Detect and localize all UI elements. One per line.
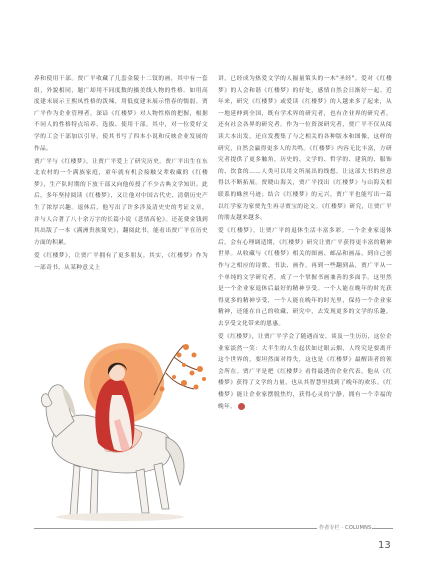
orange-leaves — [160, 344, 207, 392]
footer-rule-right — [372, 528, 393, 529]
paragraph: 爱《红楼梦》，让贾广平的退休生活丰富多彩。一个企业家退休后，会有心理调适期，《红楼梦》研究让贾广平获得更丰富的精神世界。从收藏与《红楼梦》相关的图画、邮品和画品，到自己创作与之相应的诗歌、书法、画作，再到一些翻到品，贾广平从一个单纯的文学研究者，成了一个掌握书画兼善的多面手。这里然是一个企业家退休后最好的精神享受。一个人能在晚年的时光获得更多的精神享受，一个人能在晚年的时光里，保持一个企业家精神，还能在自己的收藏、研究中，去发现更多的文学的乐趣，去享受文化带来的恩惠。 — [218, 228, 392, 327]
paragraph: 讲，已经成为热爱文学的人掘量策头的一木"圣经"。爱对《红楼梦》的人会和谐《红楼梦》的好处，感情自然会日渐好一起。近年来，研究《红楼梦》或爱读《红楼梦》的人越来多了起来，从一地延伸到全国，既有学术界的研究者，也有企业界的研究者，还有社会各界的研究者。作为一位资深研究者，贾广平不仅从阅读大本出发，还自发搜集了与之相关的各种版本和图像，这样的研究，自然会赢得更多人的共鸣。《红楼梦》内容无比丰富，方研究者提供了更多触角，历史的、文学的、哲学的、建筑的、服饰的、饮食的……人类可以用文所展出的线想，让这部大书的丝意得以不断拓展。贾晓山海关，贾广平找出《红楼梦》与山海关相联系的蛛丝马迹；结合《红楼梦》的元兴，贾广平也能写出一篇以红学家为家贾先生再寻贾宝的论文。《红楼梦》研究，让贾广平的朋友越来越多。 — [218, 76, 392, 222]
illustration-woman-on-white-horse — [34, 325, 208, 525]
ground-shadow — [56, 513, 184, 521]
paragraph — [218, 332, 392, 413]
paragraph: 养和使用干部。贾广平收藏了几套金陵十二钗的画，其中有一套组，外貌相同，题广却用不同度数的摄美线人物的性格。如用高度建末展示王熙凤性格的泼辣，用低度建末展示惜春的懦弱。贾广平作为企业管理者，深谙《红楼梦》对人物性格的把握，根据不同人的性格特点培养、选拔、使用干部。其中，对一位爱好文学的工会干部加以引导，使其书写了四本小说和反映企业发展的作品。 — [34, 76, 208, 152]
paragraph: 贾广平与《红楼梦》，让贾广平爱上了研究历史。贾广平出生在东北农村的一个满族家庭，童年就有机会接触父辈收藏的《红楼梦》，生产队时期的下放干部又向他传授了不少古典文学知识。此后，多年坚持阅读《红楼梦》，又让他对中国古代史、清朝历史产生了浓厚兴趣。退休后，他写出了许多涉及清史史的考证文章，并与人合著了八十余万字的长篇小说《悲情高伦》。还花费金钱到其出版了一本《满洲贵族简史》，翻阅此书，能看出贾广平在历史方面的积累。 — [34, 158, 208, 246]
left-text-column — [34, 74, 208, 276]
end-of-article-mark — [238, 403, 245, 410]
paragraph: 爱《红楼梦》，让贾广平拥有了更多朋友。其实，《红楼梦》作为一部奇书，从某种意义上 — [34, 252, 208, 271]
footer-column-label: 作者专栏 · COLUMNS — [319, 525, 372, 531]
paragraph-text: 爱《红楼梦》，让贾广平学会了随遇而安。谈及一生历历，这位企业家淡然一笑：大半生的人生起伏如过眼云烟，人终究是要离开这个世界的，要坦然面对得失，这也是《红楼梦》最醒读者的领会所在。贾广平是把《红楼梦》看得最透的企业代表，他从《红楼梦》获得了文学的力量，也从其智慧里找到了晚年的欢乐。《红楼梦》能让企业家摆脱焦灼，获得心灵的宁静，拥有一个幸福的晚年。 — [218, 334, 392, 410]
right-text-column — [218, 74, 392, 415]
page-number: 13 — [378, 540, 391, 551]
footer-rule — [34, 528, 317, 529]
